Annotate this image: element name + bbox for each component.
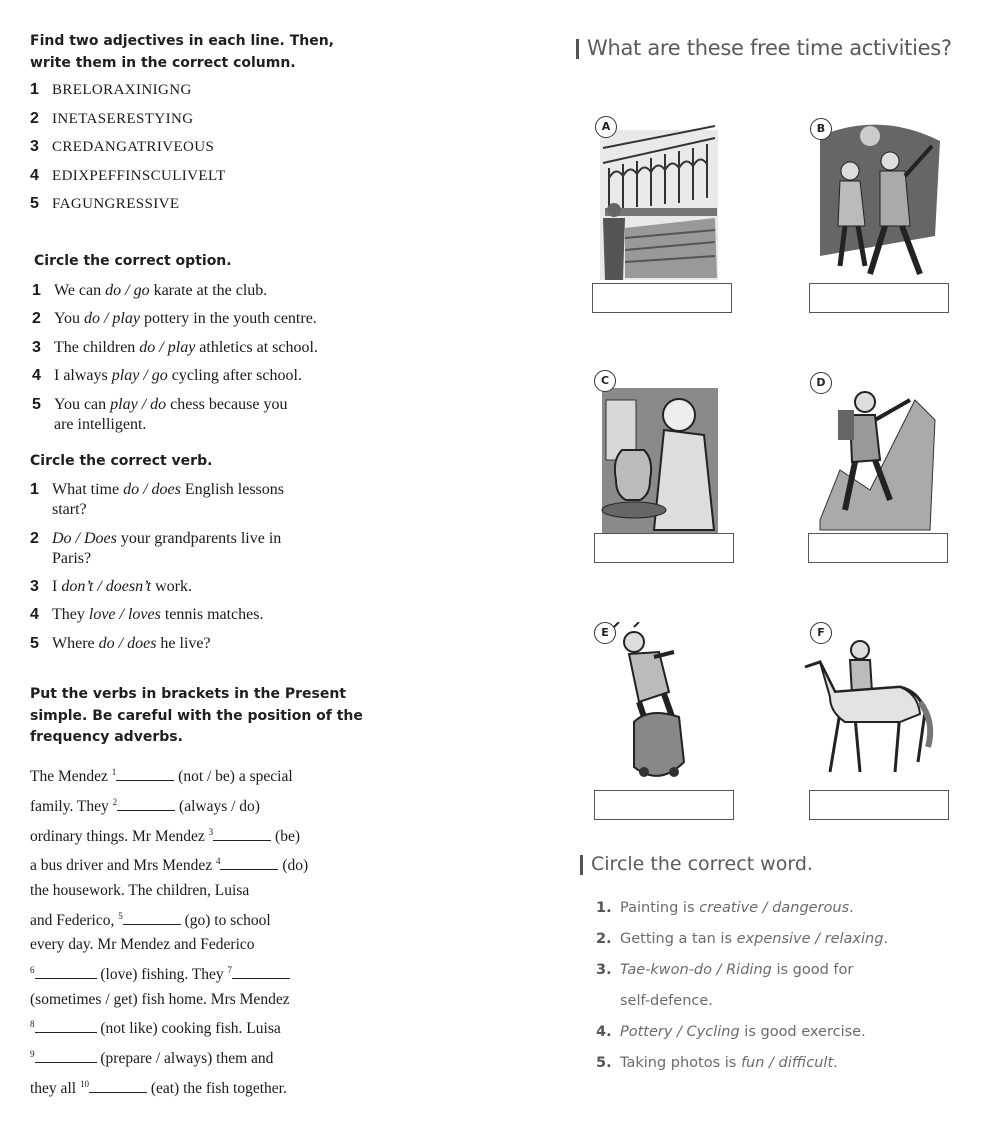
picture-horse-riding: [800, 622, 940, 782]
exercise-2-list: [32, 281, 318, 435]
exercise-4-heading: Put the verbs in brackets in the Present simple. Be careful with the position of the frequency adverbs.: [30, 686, 363, 745]
list-item: 4 EDIXPEFFINSCULIVELT: [30, 166, 226, 184]
answer-blank[interactable]: [232, 968, 290, 979]
list-item: 5 Where do / does he live?: [30, 634, 211, 652]
list-item: 2 INETASERESTYING: [30, 109, 194, 127]
section-marker: [580, 855, 583, 875]
option-choice[interactable]: creative / dangerous: [699, 900, 850, 916]
label-badge: A: [595, 116, 617, 138]
option-choice[interactable]: play / go: [111, 367, 168, 385]
exercise-3-heading: Circle the correct verb.: [30, 453, 213, 469]
option-choice[interactable]: do / does: [98, 634, 157, 652]
horse-riding-illustration: [800, 622, 940, 787]
paragraph-line: ordinary things. Mr Mendez $^3$ (be): [30, 826, 300, 845]
exercise-6-title: Circle the correct word.: [580, 853, 813, 875]
picture-dancing: [810, 116, 950, 276]
answer-blank[interactable]: [213, 830, 271, 841]
label-badge: D: [810, 372, 832, 394]
label-badge: B: [810, 118, 832, 140]
answer-blank[interactable]: [35, 968, 97, 979]
list-item: 4 I always play / go cycling after school.: [32, 367, 302, 385]
rock-climbing-illustration: [810, 370, 950, 535]
option-choice[interactable]: Do / Does: [52, 530, 117, 547]
paragraph-line: (sometimes / get) fish home. Mrs Mendez: [30, 990, 290, 1008]
list-item: 1 We can do / go karate at the club.: [32, 282, 268, 299]
paragraph-line: every day. Mr Mendez and Federico: [30, 936, 255, 954]
list-item: 1 What time do / does English lessons start?: [30, 481, 284, 518]
option-choice[interactable]: do / does: [123, 481, 181, 498]
paragraph-line: a bus driver and Mrs Mendez $^4$ (do): [30, 856, 309, 875]
answer-box-e[interactable]: [594, 790, 734, 820]
answer-blank[interactable]: [89, 1082, 147, 1093]
paragraph-line: $^8$ (not like) cooking fish. Luisa: [30, 1019, 281, 1038]
list-item: 5 You can play / do chess because you are intelligent.: [32, 395, 288, 433]
list-item: 4. Pottery / Cycling is good exercise.: [596, 1024, 866, 1040]
exercise-3-list: [30, 480, 284, 654]
paragraph-line: they all $^{10}$ (eat) the fish together.: [30, 1078, 287, 1097]
skateboarding-illustration: [594, 622, 734, 787]
option-choice[interactable]: fun / difficult: [740, 1055, 834, 1071]
list-item: 3 I don’t / doesn’t work.: [30, 578, 192, 595]
answer-box-b[interactable]: [809, 283, 949, 313]
gap-fill-paragraph: [30, 760, 365, 1102]
answer-box-c[interactable]: [594, 533, 734, 563]
answer-blank[interactable]: [220, 859, 278, 870]
option-choice[interactable]: don’t / doesn’t: [61, 578, 152, 595]
section-marker: [576, 39, 579, 59]
exercise-5-title: What are these free time activities?: [576, 36, 952, 60]
picture-rock-climbing: [810, 370, 950, 530]
answer-blank[interactable]: [123, 914, 181, 925]
answer-blank[interactable]: [35, 1022, 97, 1033]
list-item: 1 BRELORAXINIGNG: [30, 81, 192, 98]
list-item: 3 The children do / play athletics at school.: [32, 338, 318, 356]
picture-aqueduct-sightseeing: [595, 118, 735, 278]
option-choice[interactable]: love / loves: [88, 606, 161, 624]
paragraph-line: the housework. The children, Luisa: [30, 882, 250, 899]
list-item: 5 FAGUNGRESSIVE: [30, 195, 180, 212]
option-choice[interactable]: do / play: [139, 338, 196, 356]
picture-pottery: [594, 370, 734, 530]
list-item: 1. Painting is creative / dangerous.: [596, 900, 854, 916]
answer-box-f[interactable]: [809, 790, 949, 820]
option-choice[interactable]: do / play: [83, 310, 140, 328]
exercise-2-heading: Circle the correct option.: [34, 253, 232, 269]
list-item: 3 CREDANGATRIVEOUS: [30, 138, 215, 155]
list-item: 4 They love / loves tennis matches.: [30, 606, 264, 624]
label-badge: C: [594, 370, 616, 392]
paragraph-line: $^6$ (love) fishing. They $^7$: [30, 958, 365, 988]
option-choice[interactable]: Tae-kwon-do / Riding: [620, 962, 772, 978]
pottery-illustration: [594, 370, 734, 535]
list-item: 2. Getting a tan is expensive / relaxing.: [596, 931, 889, 947]
option-choice[interactable]: Pottery / Cycling: [620, 1024, 740, 1040]
picture-skateboarding: [594, 622, 734, 782]
option-choice[interactable]: do / go: [105, 282, 150, 299]
option-choice[interactable]: expensive / relaxing: [736, 931, 884, 947]
list-item: 2 You do / play pottery in the youth centre.: [32, 310, 317, 328]
paragraph-line: and Federico, $^5$ (go) to school: [30, 910, 271, 929]
exercise-6-list: [596, 898, 888, 1073]
list-item: 2 Do / Does your grandparents live in Paris?: [30, 530, 282, 567]
label-badge: E: [594, 622, 616, 644]
exercise-1-heading: Find two adjectives in each line. Then, write them in the correct column.: [30, 33, 334, 71]
answer-blank[interactable]: [35, 1052, 97, 1063]
option-choice[interactable]: play / do: [110, 395, 167, 413]
list-item: 3. Tae-kwon-do / Riding is good for self-defence.: [596, 962, 854, 1009]
list-item: 5. Taking photos is fun / difficult.: [596, 1055, 838, 1071]
paragraph-line: The Mendez $^1$ (not / be) a special: [30, 767, 293, 786]
paragraph-line: family. They $^2$ (always / do): [30, 796, 260, 815]
exercise-1-list: [30, 80, 226, 214]
answer-blank[interactable]: [117, 800, 175, 811]
label-badge: F: [810, 622, 832, 644]
dancing-illustration: [810, 116, 950, 281]
aqueduct-illustration: [595, 118, 735, 283]
answer-box-a[interactable]: [592, 283, 732, 313]
paragraph-line: $^9$ (prepare / always) them and: [30, 1049, 274, 1068]
answer-box-d[interactable]: [808, 533, 948, 563]
answer-blank[interactable]: [116, 770, 174, 781]
